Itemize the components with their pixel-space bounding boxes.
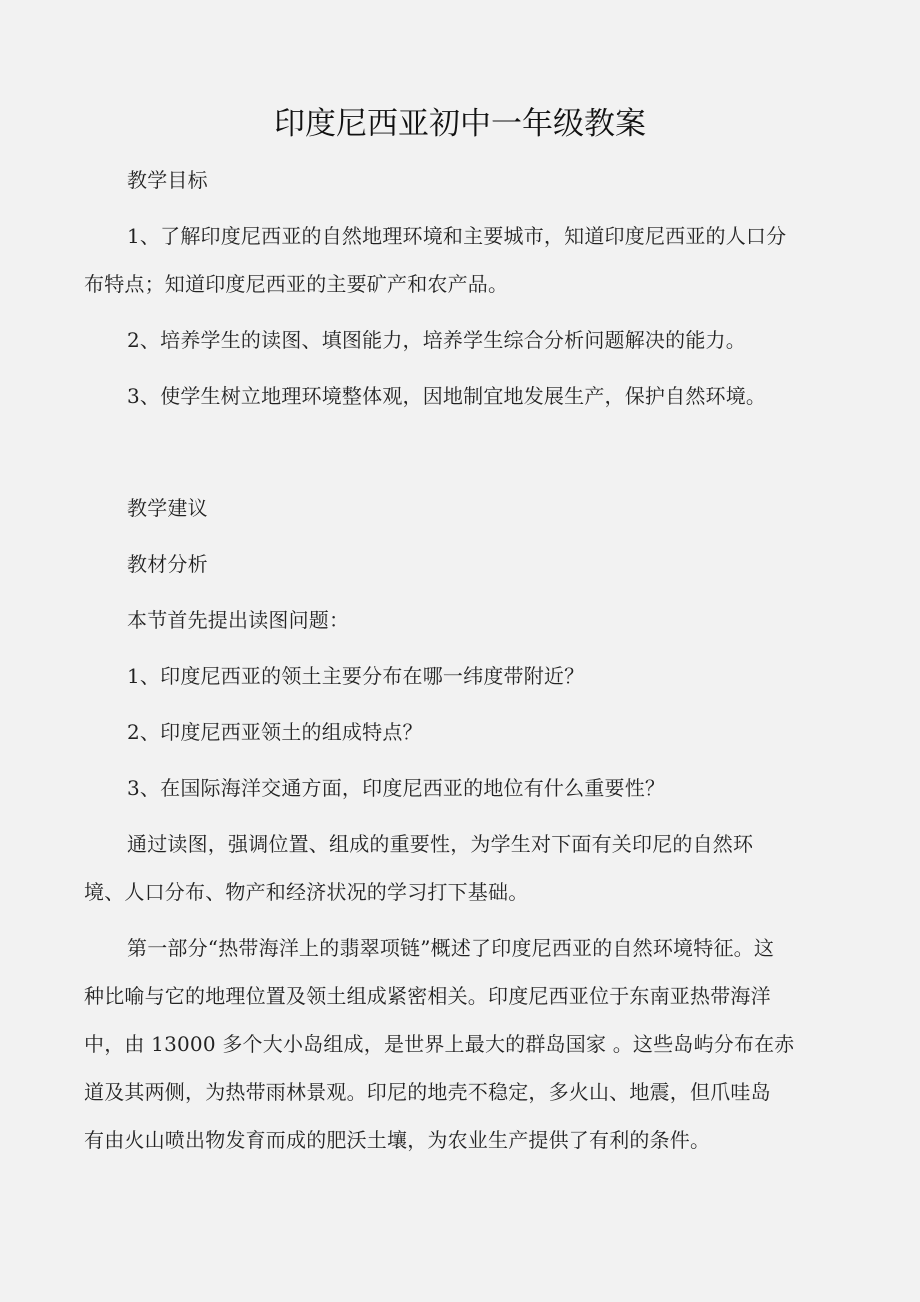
question-1: 1、印度尼西亚的领土主要分布在哪一纬度带附近？: [127, 664, 585, 688]
document-title: 印度尼西亚初中一年级教案: [274, 106, 646, 142]
question-2: 2、印度尼西亚领土的组成特点？: [127, 720, 423, 744]
heading-teaching-suggestions: 教学建议: [127, 496, 208, 520]
paragraph-part1-line-1: 第一部分“热带海洋上的翡翠项链”概述了印度尼西亚的自然环境特征。这: [127, 936, 775, 960]
goal-1-line-1: 1、了解印度尼西亚的自然地理环境和主要城市，知道印度尼西亚的人口分: [127, 224, 787, 248]
heading-teaching-goals: 教学目标: [127, 168, 208, 192]
question-3: 3、在国际海洋交通方面，印度尼西亚的地位有什么重要性？: [127, 776, 666, 800]
paragraph-part1-line-4: 道及其两侧，为热带雨林景观。印尼的地壳不稳定，多火山、地震，但爪哇岛: [84, 1080, 771, 1104]
goal-2: 2、培养学生的读图、填图能力，培养学生综合分析问题解决的能力。: [127, 328, 746, 352]
paragraph-reading-line-1: 通过读图，强调位置、组成的重要性，为学生对下面有关印尼的自然环: [127, 832, 754, 856]
heading-material-analysis: 教材分析: [127, 552, 208, 576]
intro-reading-questions: 本节首先提出读图问题：: [127, 608, 350, 632]
paragraph-part1-line-5: 有由火山喷出物发育而成的肥沃土壤，为农业生产提供了有利的条件。: [84, 1128, 711, 1152]
goal-3: 3、使学生树立地理环境整体观，因地制宜地发展生产，保护自然环境。: [127, 384, 767, 408]
paragraph-part1-line-2: 种比喻与它的地理位置及领土组成紧密相关。印度尼西亚位于东南亚热带海洋: [84, 984, 771, 1008]
goal-1-line-2: 布特点；知道印度尼西亚的主要矿产和农产品。: [84, 272, 509, 296]
paragraph-reading-line-2: 境、人口分布、物产和经济状况的学习打下基础。: [84, 880, 529, 904]
paragraph-part1-line-3: 中，由 13000 多个大小岛组成，是世界上最大的群岛国家 。这些岛屿分布在赤: [84, 1032, 795, 1056]
